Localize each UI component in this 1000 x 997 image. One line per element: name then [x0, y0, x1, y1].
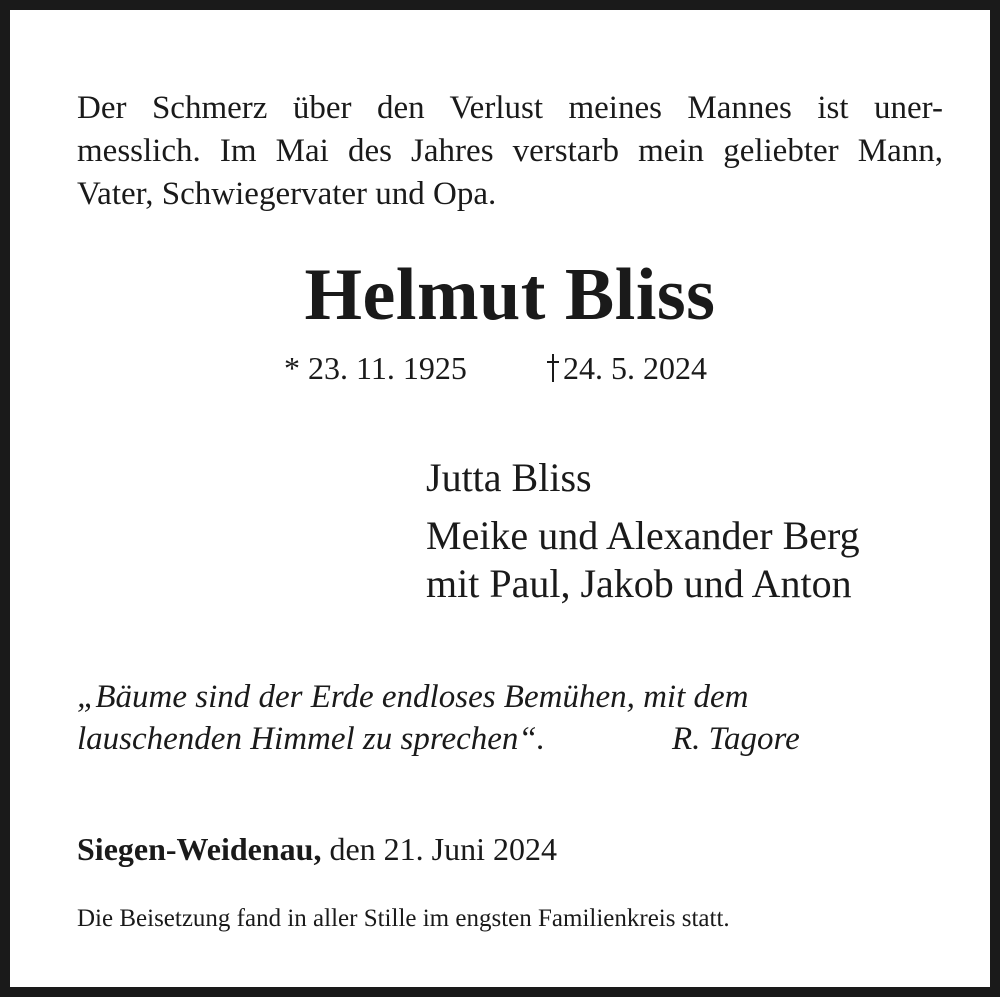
mourner-3: mit Paul, Jakob und Anton — [426, 561, 852, 606]
place-date-line — [77, 830, 557, 868]
latin-cross-icon — [545, 350, 561, 386]
intro-line-1: Der Schmerz über den Verlust meines Mannes ist uner- — [77, 90, 943, 126]
mourner-2: Meike und Alexander Berg — [426, 513, 860, 558]
death-date: 24. 5. 2024 — [563, 350, 707, 386]
mourner-1: Jutta Bliss — [426, 455, 592, 500]
death-date-block — [545, 350, 707, 386]
birth-date: * 23. 11. 1925 — [284, 350, 467, 386]
intro-line-2: messlich. Im Mai des Jahres verstarb mein geliebter Mann, — [77, 133, 943, 169]
intro-line-3: Vater, Schwiegervater und Opa. — [77, 176, 497, 212]
burial-note: Die Beisetzung fand in aller Stille im engsten Familienkreis statt. — [77, 905, 730, 932]
quote-line-2: lauschenden Himmel zu sprechen“. — [77, 721, 546, 757]
quote — [77, 676, 857, 760]
deceased-name: Helmut Bliss — [304, 254, 716, 336]
quote-line-2-row — [77, 718, 857, 760]
intro-text — [77, 87, 943, 216]
quote-line-1: „Bäume sind der Erde endloses Bemühen, mit dem — [77, 679, 749, 715]
quote-author: R. Tagore — [672, 721, 800, 757]
mourners-list — [426, 454, 986, 608]
place: Siegen-Weidenau, — [77, 831, 322, 867]
date: den 21. Juni 2024 — [321, 831, 558, 867]
